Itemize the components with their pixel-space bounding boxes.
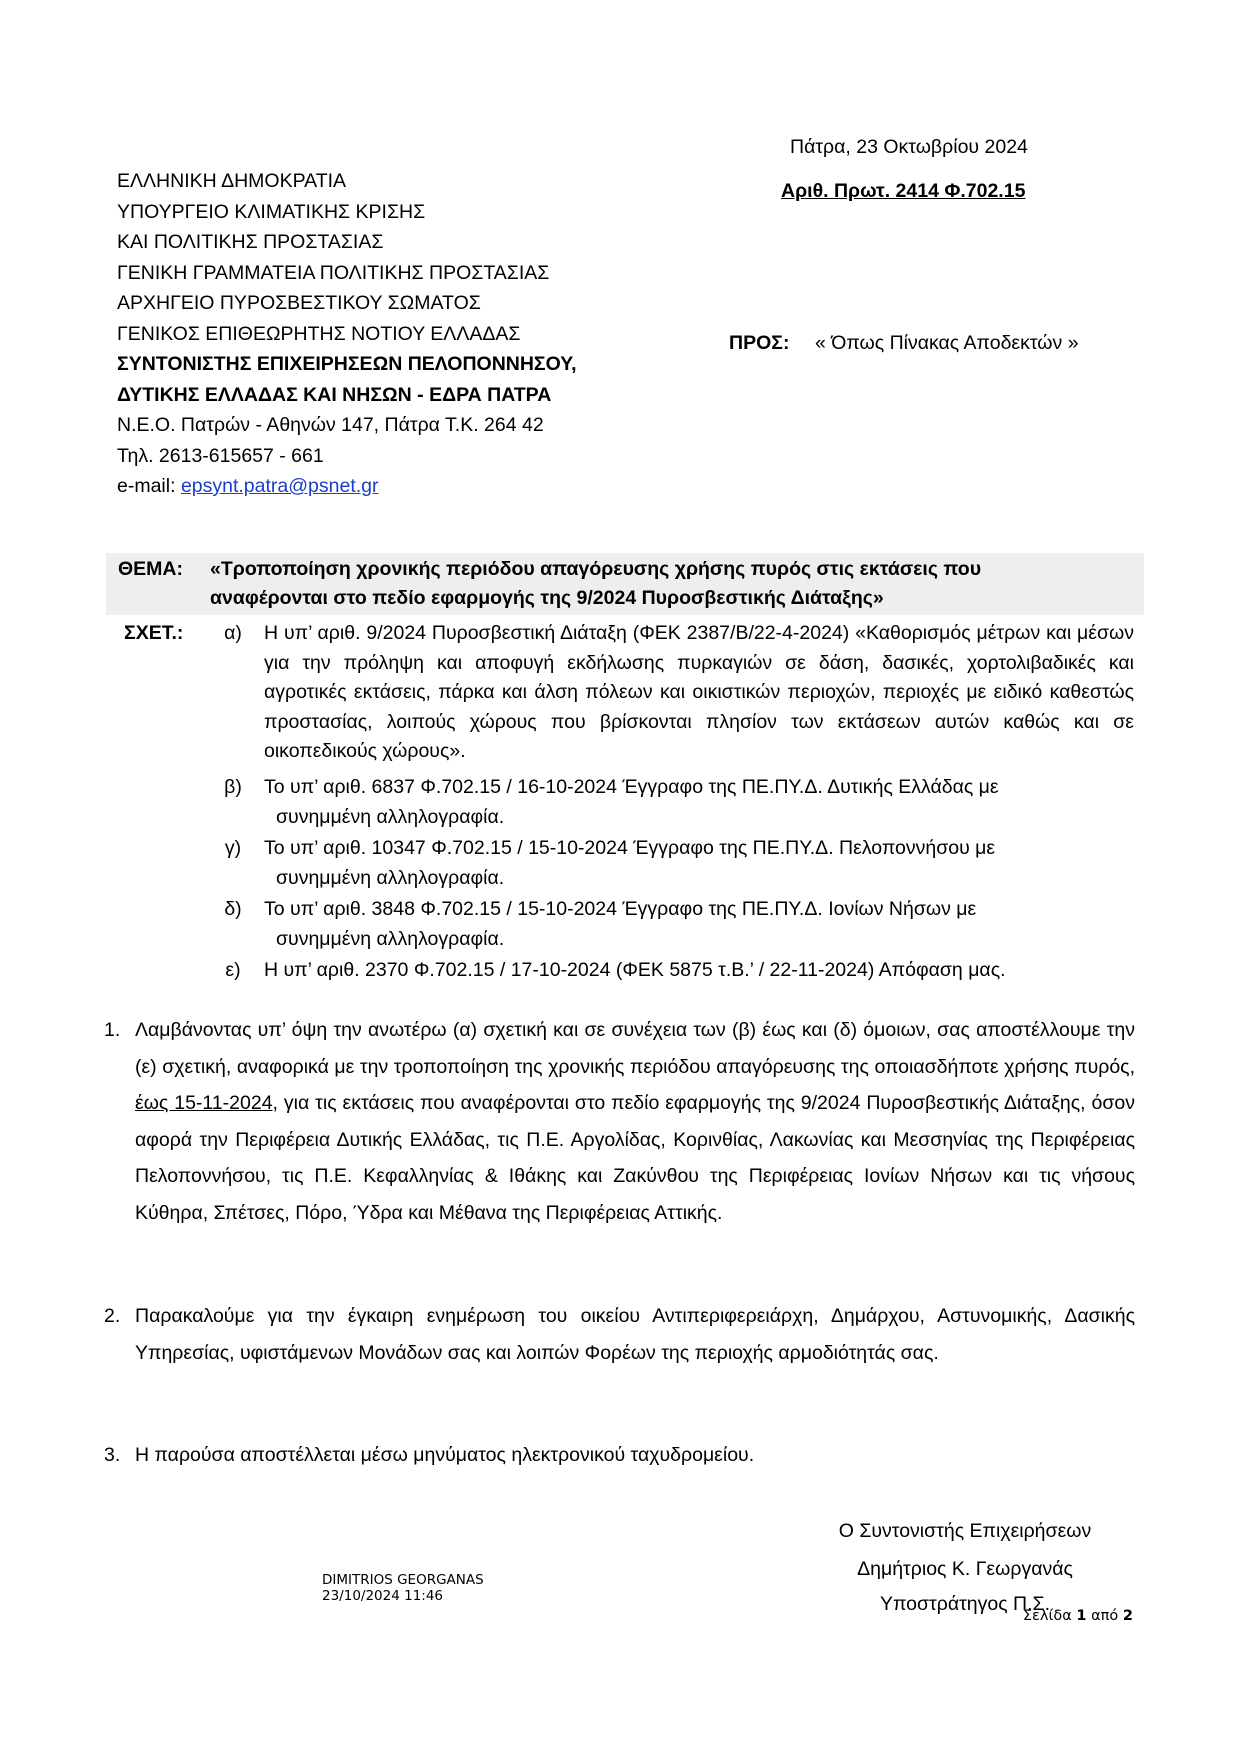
digital-signature bbox=[322, 1572, 484, 1604]
to-label: ΠΡΟΣ: bbox=[729, 332, 790, 354]
protocol-number: Αριθ. Πρωτ. 2414 Φ.702.15 bbox=[781, 180, 1026, 202]
email-label: e-mail: bbox=[117, 475, 181, 497]
paragraph-3: Η παρούσα αποστέλλεται μέσω μηνύματος ηλεκτρονικού ταχυδρομείου. bbox=[135, 1444, 755, 1466]
subject-text: «Τροποποίηση χρονικής περιόδου απαγόρευσης χρήσης πυρός στις εκτάσεις που αναφέρονται στο πεδίο εφαρμογής της 9/2024 Πυροσβεστικής Διάταξης» bbox=[210, 558, 982, 609]
date-line: Πάτρα, 23 Οκτωβρίου 2024 bbox=[790, 136, 1028, 158]
page-mid: από bbox=[1086, 1608, 1123, 1624]
related-label: ΣΧΕΤ.: bbox=[124, 622, 184, 644]
page-prefix: Σελίδα bbox=[1022, 1608, 1077, 1624]
to-value: « Όπως Πίνακας Αποδεκτών » bbox=[815, 332, 1079, 354]
sender-block bbox=[117, 166, 577, 502]
paragraph-number: 2. bbox=[104, 1305, 121, 1327]
paragraph-1-post: , για τις εκτάσεις που αναφέρονται στο πεδίο εφαρμογής της 9/2024 Πυροσβεστικής Διάταξης, όσον αφορά την Περιφέρεια Δυτικής Ελλάδας, τις Π.Ε. Αργολίδας, Κορινθίας, Λακωνίας και Μεσσηνίας της Περιφέρειας Πελοποννήσου, τις Π.Ε. Κεφαλληνίας & Ιθάκης και Ζακύνθου της Περιφέρειας Ιονίων Νήσων και τις νήσους Κύθηρα, Σπέτσες, Πόρο, Ύδρα και Μέθανα της Περιφέρειας Αττικής. bbox=[135, 1092, 1135, 1224]
sender-bold-line: ΣΥΝΤΟΝΙΣΤΗΣ ΕΠΙΧΕΙΡΗΣΕΩΝ ΠΕΛΟΠΟΝΝΗΣΟΥ, bbox=[117, 353, 577, 375]
sender-line: ΓΕΝΙΚΗ ΓΡΑΜΜΑΤΕΙΑ ΠΟΛΙΤΙΚΗΣ ΠΡΟΣΤΑΣΙΑΣ bbox=[117, 261, 550, 284]
sender-line: ΥΠΟΥΡΓΕΙΟ ΚΛΙΜΑΤΙΚΗΣ ΚΡΙΣΗΣ bbox=[117, 200, 426, 223]
related-item-text: Η υπ’ αριθ. 2370 Φ.702.15 / 17-10-2024 (ΦΕΚ 5875 τ.Β.’ / 22-11-2024) Απόφαση μας. bbox=[264, 959, 1006, 981]
email-link[interactable]: epsynt.patra@psnet.gr bbox=[180, 475, 379, 497]
sender-line: ΑΡΧΗΓΕΙΟ ΠΥΡΟΣΒΕΣΤΙΚΟΥ ΣΩΜΑΤΟΣ bbox=[117, 292, 481, 314]
page-footer bbox=[1023, 1608, 1133, 1624]
digital-signature-datetime: 23/10/2024 11:46 bbox=[322, 1588, 444, 1604]
signature-rank: Υποστράτηγος Π.Σ. bbox=[879, 1593, 1051, 1615]
signature-title: Ο Συντονιστής Επιχειρήσεων bbox=[838, 1520, 1092, 1542]
related-item-text: Το υπ’ αριθ. 10347 Φ.702.15 / 15-10-2024 Έγγραφο της ΠΕ.ΠΥ.Δ. Πελοποννήσου με bbox=[264, 837, 996, 859]
related-item-text: Το υπ’ αριθ. 3848 Φ.702.15 / 15-10-2024 Έγγραφο της ΠΕ.ΠΥ.Δ. Ιονίων Νήσων με bbox=[264, 898, 977, 920]
sender-address: Ν.Ε.Ο. Πατρών - Αθηνών 147, Πάτρα Τ.Κ. 264 42 bbox=[117, 414, 544, 436]
digital-signature-name: DIMITRIOS GEORGANAS bbox=[322, 1572, 484, 1588]
signature-name: Δημήτριος Κ. Γεωργανάς bbox=[857, 1558, 1073, 1580]
subject-label: ΘΕΜΑ: bbox=[118, 558, 183, 580]
paragraph-1-pre: Λαμβάνοντας υπ’ όψη την ανωτέρω (α) σχετική και σε συνέχεια των (β) έως και (δ) όμοιων, σας αποστέλλουμε την (ε) σχετική, αναφορικά με την τροποποίηση της χρονικής περιόδου απαγόρευσης της οποιασδήποτε χρήσης πυρός, bbox=[135, 1019, 1135, 1078]
sender-email-line bbox=[117, 471, 577, 502]
related-letter: γ) bbox=[224, 837, 242, 859]
page-total: 2 bbox=[1122, 1608, 1133, 1624]
related-letter: α) bbox=[224, 622, 242, 644]
related-item-cont: συνημμένη αλληλογραφία. bbox=[276, 928, 505, 950]
sender-bold-line: ΔΥΤΙΚΗΣ ΕΛΛΑΔΑΣ ΚΑΙ ΝΗΣΩΝ - ΕΔΡΑ ΠΑΤΡΑ bbox=[117, 383, 552, 406]
related-letter: β) bbox=[224, 776, 242, 798]
sender-line: ΕΛΛΗΝΙΚΗ ΔΗΜΟΚΡΑΤΙΑ bbox=[117, 170, 347, 192]
related-item-text: Η υπ’ αριθ. 9/2024 Πυροσβεστική Διάταξη (ΦΕΚ 2387/Β/22-4-2024) «Καθορισμός μέτρων και μέσων για την πρόληψη και αποφυγή εκδήλωσης πυρκαγιών σε δάση, δασικές, χορτολιβαδικές και αγροτικές εκτάσεις, πάρκα και άλση πόλεων και οικιστικών περιοχών, περιοχές με ειδικό καθεστώς προστασίας, λοιπούς χώρους που βρίσκονται πλησίον των εκτάσεων αυτών καθώς και σε οικοπεδικούς χώρους». bbox=[264, 622, 1134, 763]
paragraph-1 bbox=[135, 1012, 1135, 1231]
sender-line: ΚΑΙ ΠΟΛΙΤΙΚΗΣ ΠΡΟΣΤΑΣΙΑΣ bbox=[117, 231, 384, 253]
page-current: 1 bbox=[1076, 1608, 1087, 1624]
sender-phone: Τηλ. 2613-615657 - 661 bbox=[117, 444, 324, 467]
paragraph-2: Παρακαλούμε για την έγκαιρη ενημέρωση του οικείου Αντιπεριφερειάρχη, Δημάρχου, Αστυνομικής, Δασικής Υπηρεσίας, υφιστάμενων Μονάδων σας και λοιπών Φορέων της περιοχής αρμοδιότητάς σας. bbox=[135, 1305, 1135, 1364]
related-letter: ε) bbox=[225, 959, 241, 981]
related-item-text: Το υπ’ αριθ. 6837 Φ.702.15 / 16-10-2024 Έγγραφο της ΠΕ.ΠΥ.Δ. Δυτικής Ελλάδας με bbox=[264, 776, 999, 798]
related-letter: δ) bbox=[224, 898, 242, 920]
paragraph-number: 1. bbox=[104, 1019, 121, 1041]
sender-line: ΓΕΝΙΚΟΣ ΕΠΙΘΕΩΡΗΤΗΣ ΝΟΤΙΟΥ ΕΛΛΑΔΑΣ bbox=[117, 322, 521, 345]
related-item-cont: συνημμένη αλληλογραφία. bbox=[276, 806, 505, 828]
related-item-cont: συνημμένη αλληλογραφία. bbox=[276, 867, 505, 889]
deadline-date: έως 15-11-2024 bbox=[135, 1092, 273, 1114]
paragraph-number: 3. bbox=[104, 1444, 121, 1466]
